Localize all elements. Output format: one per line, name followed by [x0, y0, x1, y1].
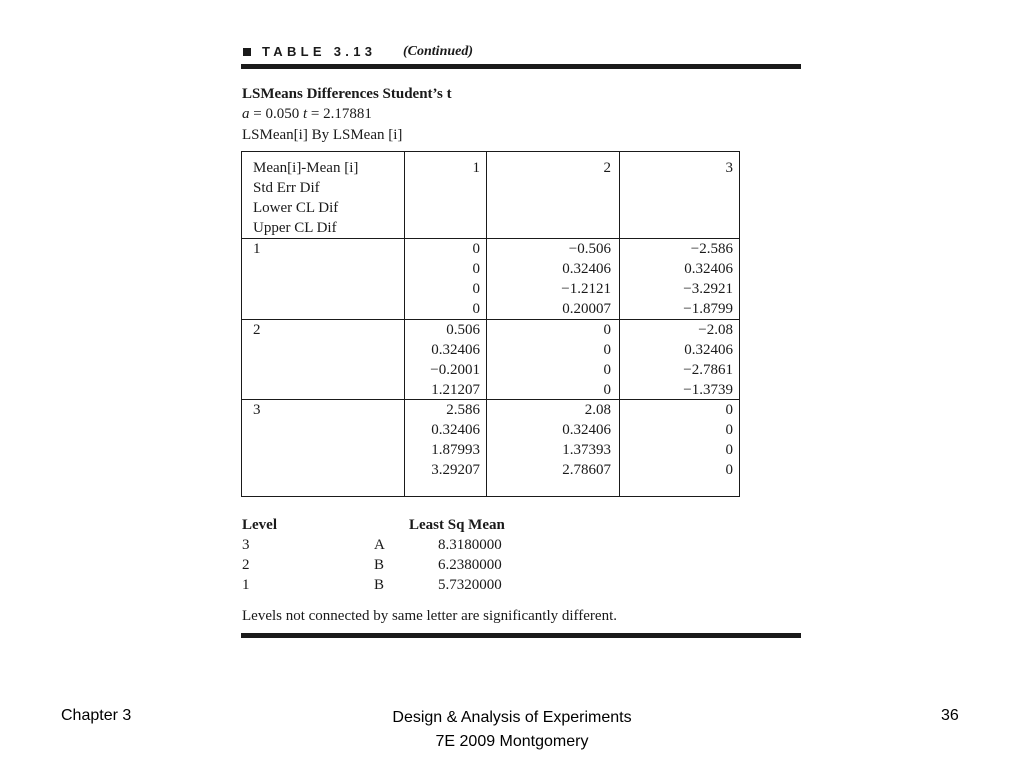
level-letter: B: [374, 557, 385, 573]
table-cell: 2.08 0.32406 1.37393 2.78607: [562, 402, 611, 478]
row-label: Upper CL Dif: [253, 220, 337, 236]
chapter-label: Chapter 3: [61, 707, 132, 724]
least-sq-mean-header: Least Sq Mean: [409, 517, 505, 533]
table-cell: 0.506 0.32406 −0.2001 1.21207: [430, 322, 480, 398]
table-cell: 0 0 0 0: [725, 402, 733, 478]
section-title: LSMeans Differences Student’s t: [242, 86, 452, 102]
row-label-list: [253, 158, 358, 238]
t-value: = 2.17881: [307, 106, 372, 122]
level-value: 2: [242, 557, 250, 573]
square-bullet-icon: [243, 48, 251, 56]
table-cell: −2.586 0.32406 −3.2921 −1.8799: [683, 241, 733, 317]
differences-table: [241, 151, 740, 497]
row-label: Std Err Dif: [253, 180, 320, 196]
column-header: 3: [725, 160, 733, 176]
column-header: 2: [603, 160, 611, 176]
level-letter: A: [374, 537, 385, 553]
table-cell: −2.08 0.32406 −2.7861 −1.3739: [683, 322, 733, 398]
level-mean: 5.7320000: [438, 577, 502, 593]
course-title-line2: 7E 2009 Montgomery: [435, 733, 589, 750]
level-mean: 6.2380000: [438, 557, 502, 573]
top-rule: [241, 64, 801, 69]
t-symbol: t: [302, 106, 308, 122]
level-header: Level: [242, 517, 277, 533]
table-cell: 2.586 0.32406 1.87993 3.29207: [431, 402, 480, 478]
page-number: 36: [941, 707, 959, 724]
table-label: TABLE 3.13: [262, 44, 377, 59]
level-value: 1: [242, 577, 250, 593]
row-label: Lower CL Dif: [253, 200, 339, 216]
alpha-t-line: [242, 106, 372, 123]
alpha-symbol: a: [242, 106, 250, 122]
table-cell: −0.506 0.32406 −1.2121 0.20007: [561, 241, 611, 317]
table-cell: 0 0 0 0: [603, 322, 611, 398]
level-value: 3: [242, 537, 250, 553]
section-subtitle: LSMean[i] By LSMean [i]: [242, 127, 403, 143]
row-level-label: 1: [253, 241, 261, 257]
bottom-rule: [241, 633, 801, 638]
alpha-value: = 0.050: [249, 106, 303, 122]
level-letter: B: [374, 577, 385, 593]
row-level-label: 3: [253, 402, 261, 418]
level-mean: 8.3180000: [438, 537, 502, 553]
row-label: Mean[i]-Mean [i]: [253, 160, 359, 176]
continued-label: (Continued): [403, 44, 474, 59]
row-level-label: 2: [253, 322, 261, 338]
course-title-line1: Design & Analysis of Experiments: [392, 709, 632, 726]
course-title: [312, 706, 712, 754]
column-header: 1: [472, 160, 480, 176]
significance-note: Levels not connected by same letter are significantly different.: [242, 608, 617, 624]
table-cell: 0 0 0 0: [472, 241, 480, 317]
